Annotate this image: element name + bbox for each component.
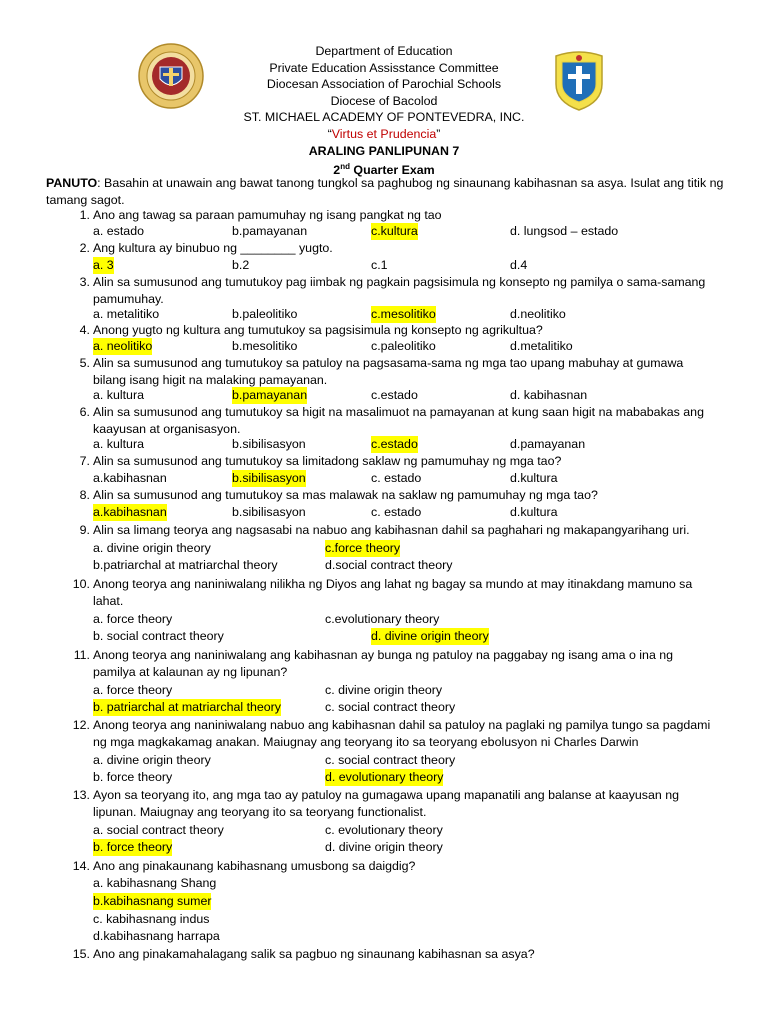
option-c[interactable]: c.paleolitiko — [371, 339, 436, 353]
question-number: 11. — [73, 648, 90, 662]
question-text: Ang kultura ay binubuo ng ________ yugto. — [93, 241, 333, 255]
option-c[interactable]: c. divine origin theory — [325, 683, 443, 697]
option-a[interactable]: a. social contract theory — [93, 823, 224, 837]
header-line-diocese: Diocese of Bacolod — [330, 93, 438, 108]
question-3-options — [0, 306, 768, 323]
question-7-options — [0, 470, 768, 487]
question-text: Anong yugto ng kultura ang tumutukoy sa pagsisimula ng konsepto ng agrikultua? — [93, 323, 543, 337]
header-motto — [0, 126, 768, 143]
option-c[interactable]: c. estado — [371, 505, 422, 519]
instructions-text: : Basahin at unawain ang bawat tanong tungkol sa paghubog ng sinaunang kabihasnan sa asya. Isulat ang titik ng tamang sagot. — [46, 176, 724, 207]
quarter-label: Quarter Exam — [349, 163, 435, 178]
option-d-answer[interactable]: d. evolutionary theory — [325, 770, 444, 784]
option-d[interactable]: d. kabihasnan — [510, 388, 588, 402]
option-d[interactable]: d.neolitiko — [510, 307, 566, 321]
option-a[interactable]: a. force theory — [93, 683, 173, 697]
question-number: 12. — [72, 718, 90, 732]
question-14-option-d-row — [0, 928, 768, 945]
option-a-answer[interactable]: a.kabihasnan — [93, 505, 167, 519]
option-b-answer[interactable]: b.pamayanan — [232, 388, 308, 402]
option-c[interactable]: c. social contract theory — [325, 753, 456, 767]
question-8-options — [0, 504, 768, 521]
option-b[interactable]: b.pamayanan — [232, 224, 308, 238]
question-1-options — [0, 223, 768, 240]
question-number: 10. — [72, 577, 90, 591]
option-c[interactable]: c. kabihasnang indus — [93, 912, 210, 926]
question-11-options-row2 — [0, 699, 768, 716]
question-number: 14. — [72, 859, 90, 873]
quarter-superscript: nd — [340, 162, 350, 172]
option-a[interactable]: a. divine origin theory — [93, 541, 211, 555]
question-10-options-row2 — [0, 628, 768, 645]
question-text: Ano ang pinakaunang kabihasnang umusbong sa daigdig? — [93, 859, 416, 873]
option-b[interactable]: b.paleolitiko — [232, 307, 298, 321]
question-14-option-c-row — [0, 911, 768, 928]
question-9-options-row1 — [0, 540, 768, 557]
question-number: 3. — [79, 275, 90, 289]
option-c-answer[interactable]: c.force theory — [325, 541, 401, 555]
question-number: 6. — [79, 405, 90, 419]
option-d[interactable]: d.4 — [510, 258, 528, 272]
question-4-options — [0, 338, 768, 355]
question-text: Anong teorya ang naniniwalang nabuo ang kabihasnan dahil sa patuloy na paglaki ng pamilya tungo sa pagdami ng mga magkakamag anakan. Maiugnay ang teoryang ito sa teoryang ebolusyon ni Charles Darwin — [93, 718, 711, 749]
question-5-options — [0, 387, 768, 404]
option-b[interactable]: b.sibilisasyon — [232, 505, 306, 519]
question-2-options — [0, 257, 768, 274]
option-a[interactable]: a. kabihasnang Shang — [93, 876, 217, 890]
question-text: Ano ang pinakamahalagang salik sa pagbuo ng sinaunang kabihasnan sa asya? — [93, 947, 535, 961]
option-c[interactable]: c.estado — [371, 388, 418, 402]
question-6-options — [0, 436, 768, 453]
option-a[interactable]: a.kabihasnan — [93, 471, 167, 485]
option-c-alt[interactable]: c. social contract theory — [325, 700, 456, 714]
header-line-school: ST. MICHAEL ACADEMY OF PONTEVEDRA, INC. — [243, 110, 525, 125]
option-b-answer[interactable]: b.sibilisasyon — [232, 471, 306, 485]
header-line-department: Department of Education — [315, 44, 453, 58]
question-13-options-row1 — [0, 822, 768, 839]
option-b[interactable]: b.mesolitiko — [232, 339, 298, 353]
question-text: Alin sa limang teorya ang nagsasabi na nabuo ang kabihasnan dahil sa paghahari ng makapangyarihang uri. — [93, 523, 690, 537]
question-12-options-row1 — [0, 752, 768, 769]
question-text: Alin sa sumusunod ang tumutukoy sa limitadong saklaw ng pamumuhay ng mga tao? — [93, 454, 562, 468]
motto-open-quote: “ — [327, 126, 332, 141]
option-b-answer[interactable]: b. patriarchal at matriarchal theory — [93, 700, 282, 714]
instructions-label: PANUTO — [46, 176, 98, 190]
question-text: Ano ang tawag sa paraan pamumuhay ng isang pangkat ng tao — [93, 208, 442, 222]
question-13-options-row2 — [0, 839, 768, 856]
option-a[interactable]: a. estado — [93, 224, 144, 238]
question-number: 9. — [79, 523, 90, 537]
option-a[interactable]: a. force theory — [93, 612, 173, 626]
question-text: Ayon sa teoryang ito, ang mga tao ay patuloy na gumagawa upang mapanatili ang balanse at kaayusan ng lipunan. Maiugnay ang teoryang ito sa teoryang functionalist. — [93, 788, 679, 819]
motto-close-quote: ” — [436, 126, 441, 141]
document-header — [0, 43, 768, 179]
question-number: 2. — [79, 241, 90, 255]
option-b[interactable]: b.patriarchal at matriarchal theory — [93, 558, 278, 572]
question-number: 1. — [79, 208, 90, 222]
question-text: Alin sa sumusunod ang tumutukoy sa patuloy na pagsasama-sama ng mga tao upang mabuhay at gumawa bilang isang higit na malaking pamayanan. — [93, 356, 684, 387]
question-14-option-a-row — [0, 875, 768, 892]
option-c[interactable]: c. estado — [371, 471, 422, 485]
option-d[interactable]: d. lungsod – estado — [510, 224, 619, 238]
quarter-number: 2 — [333, 163, 341, 178]
question-text: Anong teorya ang naniniwalang ang kabihasnan ay bunga ng patuloy na paggabay ng isang ama o ina ng pamilya at kalaunan ay ng lipunan? — [93, 648, 674, 679]
question-text: Alin sa sumusunod ang tumutukoy sa higit na masalimuot na pamayanan at kung saan higit na mababakas ang kaayusan at organisasyon. — [93, 405, 704, 436]
question-11-options-row1 — [0, 682, 768, 699]
option-c-answer[interactable]: c.estado — [371, 437, 418, 451]
option-a[interactable]: a. kultura — [93, 437, 144, 451]
motto-text: Virtus et Prudencia — [331, 126, 437, 141]
option-a[interactable]: a. metalitiko — [93, 307, 160, 321]
question-number: 13. — [72, 788, 90, 802]
option-b[interactable]: b. social contract theory — [93, 629, 224, 643]
option-a[interactable]: a. kultura — [93, 388, 144, 402]
subject-title: ARALING PANLIPUNAN 7 — [308, 143, 460, 158]
question-number: 15. — [72, 947, 90, 961]
question-number: 5. — [79, 356, 90, 370]
option-d[interactable]: d.metalitiko — [510, 339, 573, 353]
option-d[interactable]: d. divine origin theory — [325, 840, 443, 854]
header-line-association: Diocesan Association of Parochial Schools — [266, 77, 502, 92]
instructions — [46, 175, 726, 209]
option-c[interactable]: c. evolutionary theory — [325, 823, 443, 837]
question-9-options-row2 — [0, 557, 768, 574]
option-b-answer[interactable]: b. force theory — [93, 840, 173, 854]
option-d[interactable]: d.kultura — [510, 505, 558, 519]
option-a-answer[interactable]: a. 3 — [93, 258, 114, 272]
option-a[interactable]: a. divine origin theory — [93, 753, 211, 767]
option-d[interactable]: d.kabihasnang harrapa — [93, 929, 220, 943]
header-line-committee: Private Education Assisstance Committee — [269, 60, 499, 75]
option-c[interactable]: c.evolutionary theory — [325, 612, 440, 626]
option-b[interactable]: b.sibilisasyon — [232, 437, 306, 451]
option-b-answer[interactable]: b.kabihasnang sumer — [93, 894, 212, 908]
option-c[interactable]: c.1 — [371, 258, 388, 272]
option-b[interactable]: b.2 — [232, 258, 250, 272]
question-text: Anong teorya ang naniniwalang nilikha ng Diyos ang lahat ng bagay sa mundo at may itinakdang mamuno sa lahat. — [93, 577, 693, 608]
option-a-answer[interactable]: a. neolitiko — [93, 339, 153, 353]
option-d[interactable]: d.kultura — [510, 471, 558, 485]
option-d-answer[interactable]: d. divine origin theory — [371, 629, 489, 643]
option-d[interactable]: d.social contract theory — [325, 558, 453, 572]
question-12-options-row2 — [0, 769, 768, 786]
option-d[interactable]: d.pamayanan — [510, 437, 586, 451]
question-text: Alin sa sumusunod ang tumutukoy sa mas malawak na saklaw ng pamumuhay ng mga tao? — [93, 488, 598, 502]
question-number: 7. — [79, 454, 90, 468]
option-b[interactable]: b. force theory — [93, 770, 173, 784]
option-c-answer[interactable]: c.mesolitiko — [371, 307, 436, 321]
option-c-answer[interactable]: c.kultura — [371, 224, 418, 238]
question-text: Alin sa sumusunod ang tumutukoy pag iimbak ng pagkain pagsisimula ng konsepto ng pamilya o sama-samang pamumuhay. — [93, 275, 706, 306]
question-number: 8. — [79, 488, 90, 502]
question-14-option-b-row — [0, 893, 768, 910]
question-number: 4. — [79, 323, 90, 337]
question-10-options-row1 — [0, 611, 768, 628]
